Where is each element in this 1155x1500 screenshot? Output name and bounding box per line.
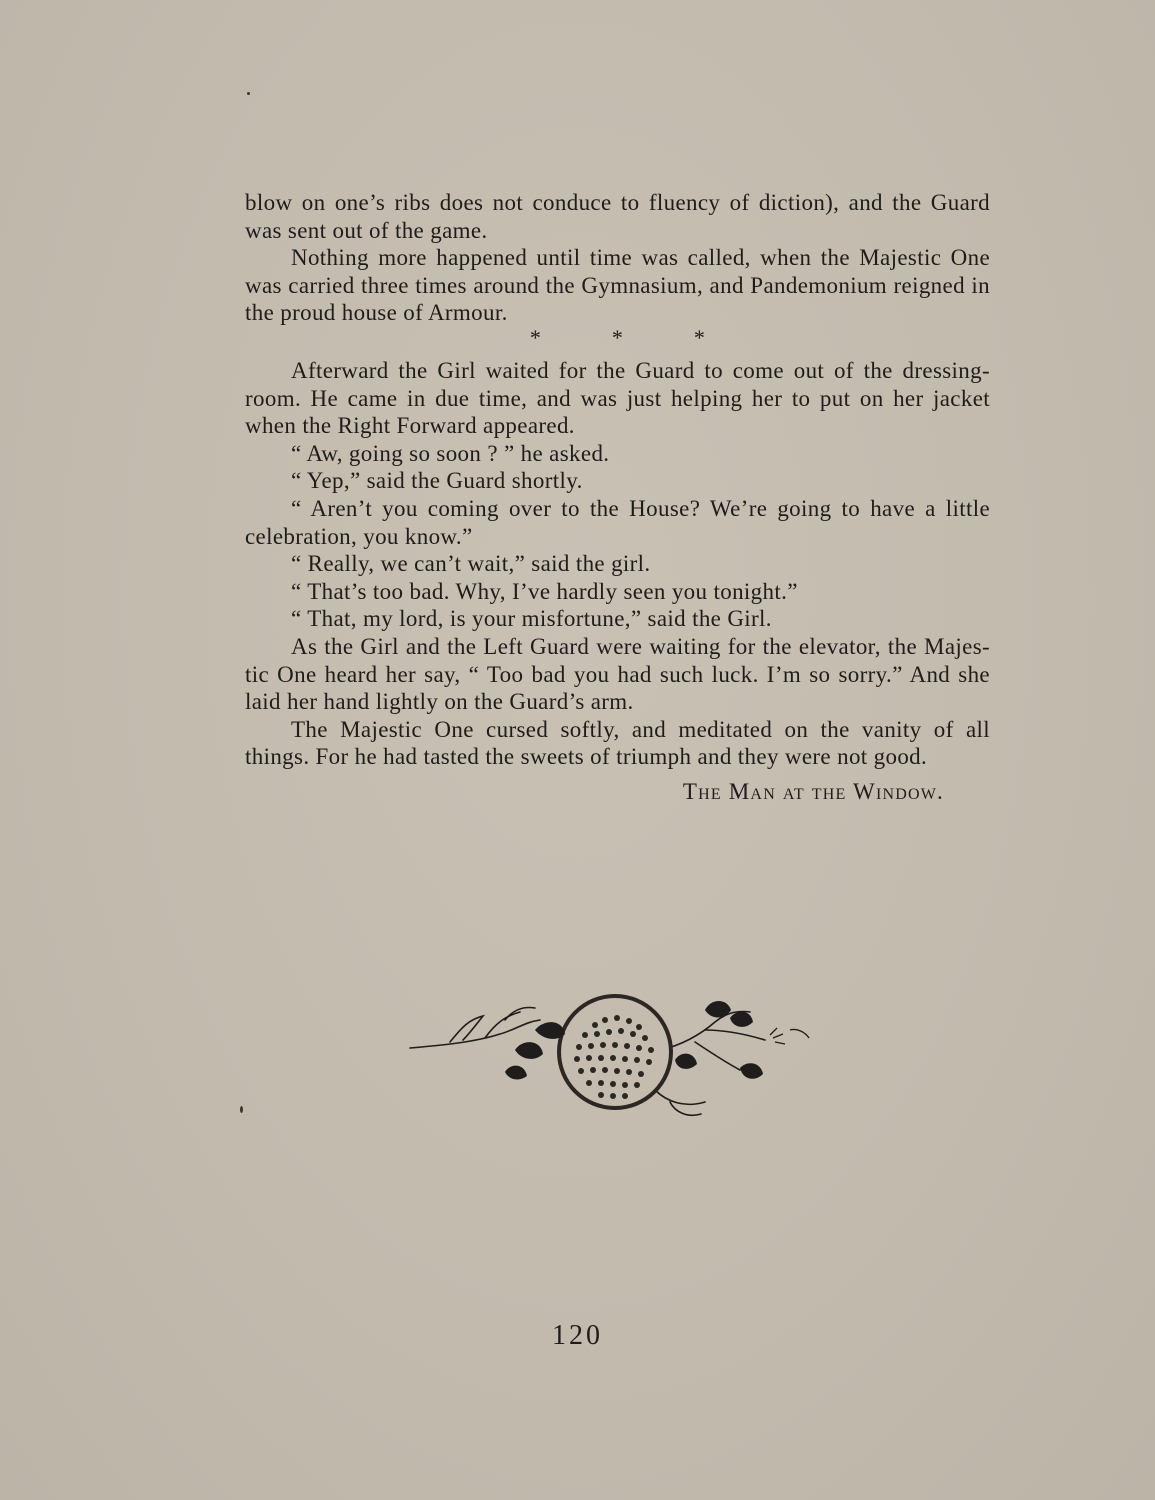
page-number: 120 (552, 1320, 603, 1351)
paragraph: As the Girl and the Left Guard were waiting for the elevator, the Majes-tic One heard her say, “ Too bad you had such luck. I’m so sorry.” And she laid her hand lightly on the Guard’s arm. (245, 633, 990, 715)
paper-speck (240, 1106, 243, 1113)
dialogue-line: “ Aren’t you coming over to the House? We’re going to have a little celebration, you know.” (245, 495, 990, 549)
paragraph: Nothing more happened until time was called, when the Majestic One was carried three times around the Gymnasium, and Pandemonium reigned in the proud house of Armour. (245, 245, 990, 326)
author-signature: The Man at the Window. (682, 778, 944, 804)
dialogue-line: “ Yep,” said the Guard shortly. (291, 468, 583, 494)
paragraph: Afterward the Girl waited for the Guard to come out of the dressing-room. He came in due time, and was just helping her to put on her jacket when the Right Forward appeared. (245, 357, 990, 439)
dialogue-line: “ Really, we can’t wait,” said the girl. (291, 551, 651, 577)
dialogue-line: “ That’s too bad. Why, I’ve hardly seen you tonight.” (291, 578, 798, 604)
body-text (245, 189, 990, 805)
dialogue-line: “ Aw, going so soon ? ” he asked. (291, 440, 610, 466)
paragraph: blow on one’s ribs does not conduce to fluency of diction), and the Guard was sent out of the game. (245, 190, 990, 243)
paper-speck (247, 92, 250, 95)
floral-ornament-illustration (405, 990, 825, 1125)
asterisk-glyph: * (529, 324, 542, 350)
section-separator (245, 324, 990, 351)
asterisk-glyph: * (611, 324, 624, 350)
asterisk-glyph: * (693, 324, 706, 350)
dialogue-line: “ That, my lord, is your misfortune,” said the Girl. (291, 606, 772, 632)
paragraph: The Majestic One cursed softly, and meditated on the vanity of all things. For he had tasted the sweets of triumph and they were not good. (245, 716, 990, 770)
